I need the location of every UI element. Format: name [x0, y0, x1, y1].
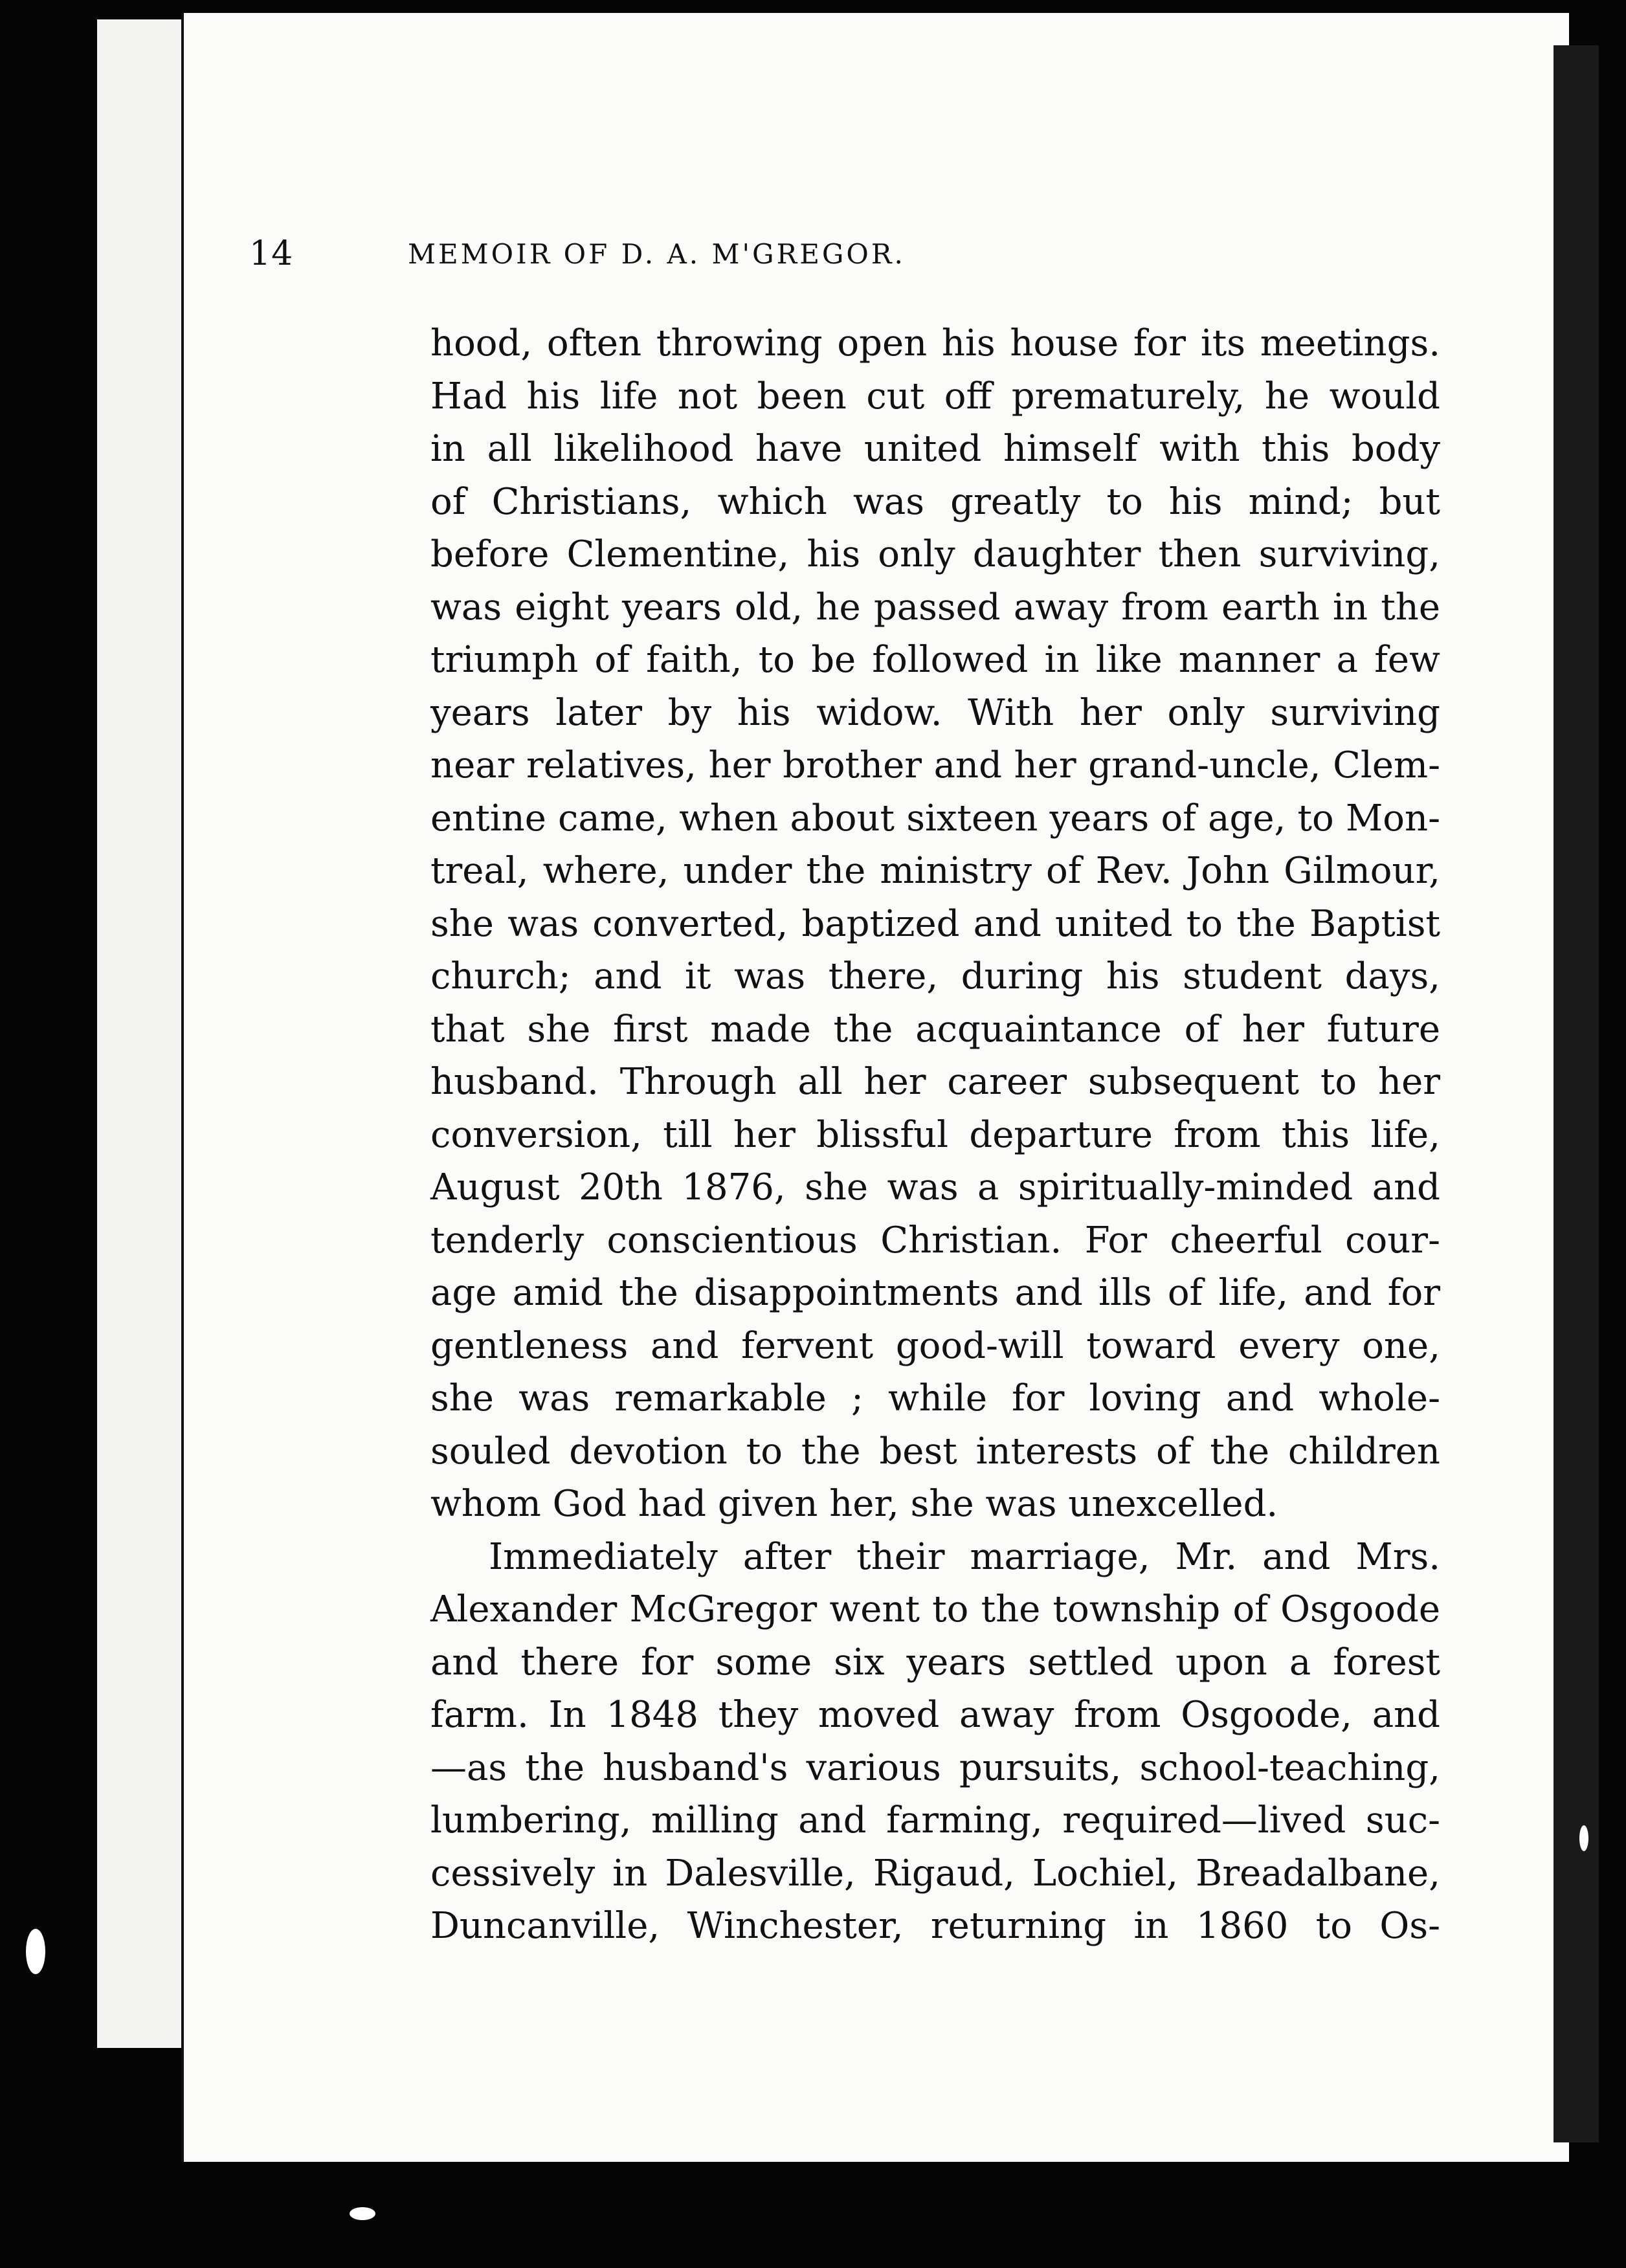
- text-line: farm. In 1848 they moved away from Osgoode, and: [430, 1694, 1440, 1736]
- text-line: whom God had given her, she was unexcelled.: [430, 1483, 1278, 1525]
- text-line: was eight years old, he passed away from earth in the: [430, 586, 1440, 628]
- running-head: [249, 234, 1337, 280]
- text-line: Duncanville, Winchester, returning in 1860 to Os-: [430, 1905, 1440, 1947]
- text-line: gentleness and fervent good-will toward every one,: [430, 1324, 1440, 1367]
- text-line: Immediately after their marriage, Mr. and Mrs.: [489, 1535, 1440, 1578]
- text-line: husband. Through all her career subsequent to her: [430, 1061, 1440, 1103]
- scan-speck: [1579, 1825, 1588, 1851]
- text-line: treal, where, under the ministry of Rev. John Gilmour,: [430, 850, 1440, 892]
- scan-speck: [350, 2207, 375, 2220]
- text-line: that she first made the acquaintance of her future: [430, 1008, 1440, 1051]
- text-line: church; and it was there, during his student days,: [430, 955, 1440, 997]
- text-line: triumph of faith, to be followed in like manner a few: [430, 639, 1440, 681]
- text-line: tenderly conscientious Christian. For cheerful cour-: [430, 1219, 1440, 1262]
- text-line: cessively in Dalesville, Rigaud, Lochiel, Breadalbane,: [430, 1852, 1440, 1895]
- text-line: lumbering, milling and farming, required—lived suc-: [430, 1799, 1440, 1841]
- text-line: hood, often throwing open his house for its meetings.: [430, 322, 1440, 364]
- running-head-title: MEMOIR OF D. A. M'GREGOR.: [408, 238, 906, 270]
- text-line: August 20th 1876, she was a spiritually-minded and: [430, 1166, 1440, 1208]
- text-line: conversion, till her blissful departure from this life,: [430, 1113, 1440, 1156]
- page-shadow-edge: [1554, 45, 1599, 2142]
- text-line: Alexander McGregor went to the township of Osgoode: [430, 1588, 1440, 1630]
- text-line: —as the husband's various pursuits, school-teaching,: [430, 1746, 1440, 1789]
- text-line: entine came, when about sixteen years of age, to Mon-: [430, 797, 1440, 839]
- text-line: in all likelihood have united himself with this body: [430, 428, 1440, 470]
- body-text: [430, 317, 1440, 1953]
- text-line: souled devotion to the best interests of the children: [430, 1430, 1440, 1473]
- text-line: years later by his widow. With her only surviving: [430, 691, 1440, 734]
- scan-speck: [26, 1929, 45, 1974]
- text-line: she was converted, baptized and united to the Baptist: [430, 902, 1440, 945]
- page-number: 14: [249, 234, 294, 273]
- page-edge: [155, 19, 183, 2048]
- text-line: of Christians, which was greatly to his mind; but: [430, 480, 1440, 523]
- text-line: near relatives, her brother and her grand-uncle, Clem-: [430, 744, 1440, 786]
- text-line: before Clementine, his only daughter then surviving,: [430, 533, 1440, 575]
- text-line: and there for some six years settled upon a forest: [430, 1641, 1440, 1684]
- text-line: she was remarkable ; while for loving and whole-: [430, 1377, 1440, 1419]
- text-line: age amid the disappointments and ills of life, and for: [430, 1272, 1440, 1314]
- text-line: Had his life not been cut off prematurely, he would: [430, 375, 1440, 417]
